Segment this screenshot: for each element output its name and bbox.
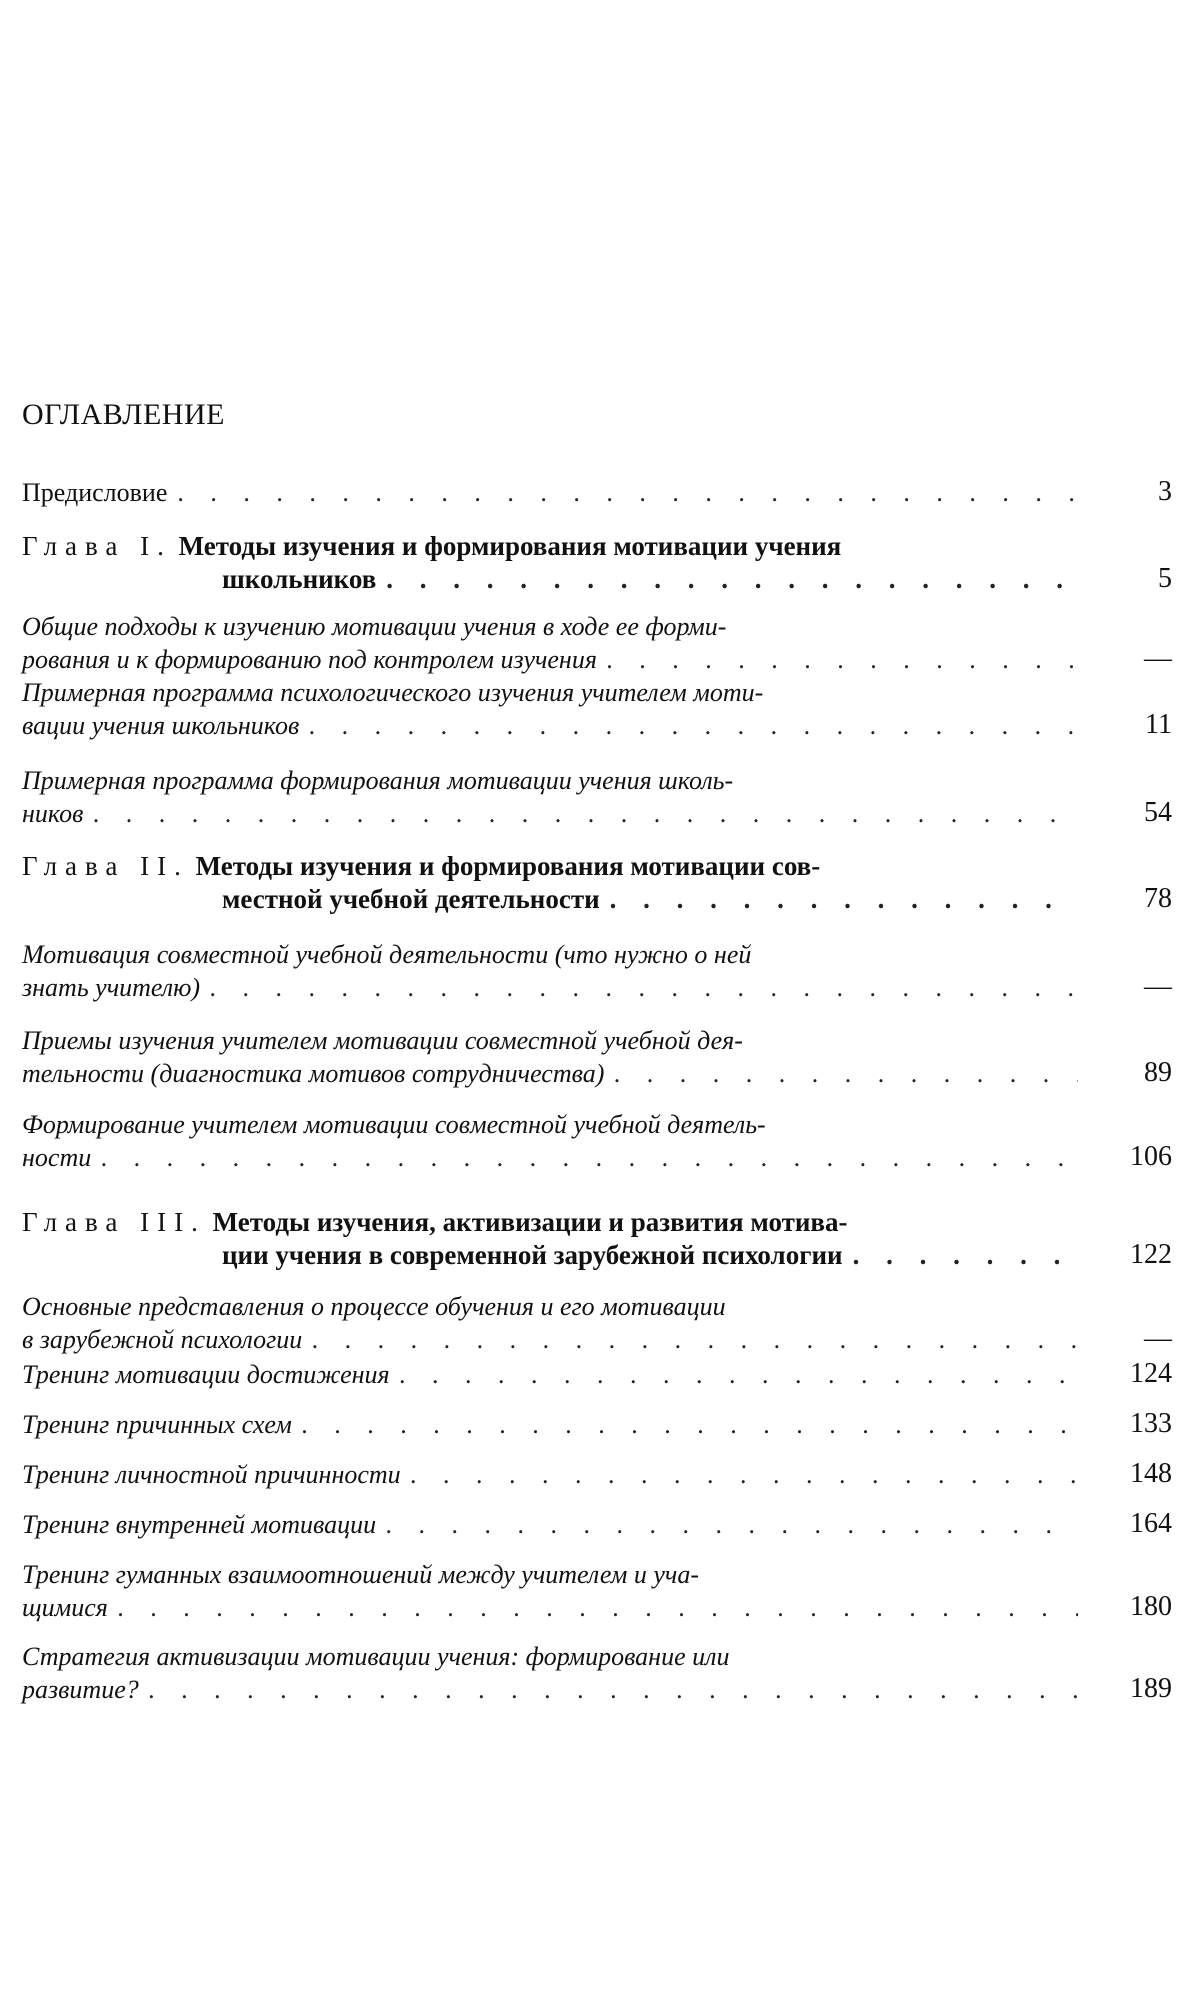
entry-title-line2: ников [22, 799, 84, 828]
entry-title-line1: Общие подходы к изучению мотивации учения в ходе ее форми- [22, 612, 727, 641]
page-number: 89 [1144, 1057, 1172, 1088]
dot-leader [93, 797, 1078, 830]
toc-entry-section[interactable] [22, 1640, 1172, 1706]
dot-leader [210, 971, 1078, 1004]
page-number: 122 [1130, 1239, 1172, 1270]
toc-entry-section[interactable] [22, 1108, 1172, 1174]
page-number: — [1144, 971, 1172, 1002]
dot-leader [607, 643, 1078, 676]
entry-title: Предисловие [22, 478, 168, 507]
toc-entry-chapter-2[interactable] [22, 850, 1172, 916]
entry-title-line1: Стратегия активизации мотивации учения: формирование или [22, 1642, 730, 1671]
toc-title: ОГЛАВЛЕНИЕ [22, 398, 225, 431]
entry-title-line1: Примерная программа формирования мотивации учения школь- [22, 766, 734, 795]
chapter-label: Глава I. [22, 531, 172, 561]
entry-title-line2: тельности (диагностика мотивов сотрудничества) [22, 1059, 605, 1088]
toc-entry-section[interactable] [22, 1458, 1172, 1491]
dot-leader [302, 1408, 1078, 1441]
page-number: 5 [1158, 563, 1172, 594]
page-number: — [1144, 1323, 1172, 1354]
toc-entry-section[interactable] [22, 1290, 1172, 1356]
toc-entry-chapter-1[interactable] [22, 530, 1172, 596]
page-number: 133 [1130, 1408, 1172, 1439]
chapter-label: Глава II. [22, 851, 189, 881]
chapter-title-line2: школьников [222, 564, 377, 594]
toc-entry-chapter-3[interactable] [22, 1206, 1172, 1272]
dot-leader [149, 1673, 1078, 1706]
page-number: 180 [1130, 1591, 1172, 1622]
page-number: 11 [1145, 709, 1172, 740]
entry-title: Тренинг мотивации достижения [22, 1360, 390, 1389]
entry-title-line2: знать учителю) [22, 973, 201, 1002]
dot-leader [610, 883, 1078, 916]
toc-entry-section[interactable] [22, 1408, 1172, 1441]
entry-title: Тренинг причинных схем [22, 1410, 292, 1439]
chapter-title-line1: Методы изучения и формирования мотивации сов- [195, 851, 821, 881]
page-number: 189 [1130, 1673, 1172, 1704]
entry-title: Тренинг внутренней мотивации [22, 1510, 377, 1539]
toc-entry-section[interactable] [22, 764, 1172, 830]
dot-leader [118, 1591, 1078, 1624]
page-number: 124 [1130, 1358, 1172, 1389]
entry-title-line1: Приемы изучения учителем мотивации совместной учебной дея- [22, 1026, 743, 1055]
entry-title-line1: Примерная программа психологического изучения учителем моти- [22, 678, 764, 707]
dot-leader [101, 1141, 1078, 1174]
dot-leader [177, 476, 1078, 509]
dot-leader [386, 1508, 1078, 1541]
chapter-title-line2: ции учения в современной зарубежной психологии [222, 1240, 843, 1270]
dot-leader [309, 709, 1078, 742]
toc-entry-section[interactable] [22, 938, 1172, 1004]
toc-entry-section[interactable] [22, 1508, 1172, 1541]
dot-leader [400, 1358, 1078, 1391]
toc-entry-preface[interactable] [22, 476, 1172, 509]
dot-leader [853, 1239, 1078, 1272]
entry-title-line1: Тренинг гуманных взаимоотношений между учителем и уча- [22, 1560, 699, 1589]
entry-title-line2: щимися [22, 1593, 108, 1622]
toc-entry-section[interactable] [22, 610, 1172, 676]
page-number: 78 [1144, 883, 1172, 914]
entry-title-line1: Основные представления о процессе обучения и его мотивации [22, 1292, 726, 1321]
dot-leader [312, 1323, 1078, 1356]
entry-title-line2: ности [22, 1143, 92, 1172]
page-number: 106 [1130, 1141, 1172, 1172]
toc-entry-section[interactable] [22, 676, 1172, 742]
entry-title: Тренинг личностной причинности [22, 1460, 401, 1489]
entry-title-line2: развитие? [22, 1675, 139, 1704]
entry-title-line1: Формирование учителем мотивации совместной учебной деятель- [22, 1110, 766, 1139]
page-number: 3 [1158, 476, 1172, 507]
dot-leader [411, 1458, 1078, 1491]
page-number: 54 [1144, 797, 1172, 828]
toc-entry-section[interactable] [22, 1024, 1172, 1090]
entry-title-line2: вации учения школьников [22, 711, 300, 740]
chapter-label: Глава III. [22, 1207, 206, 1237]
page-number: — [1144, 643, 1172, 674]
chapter-title-line1: Методы изучения, активизации и развития мотива- [212, 1207, 848, 1237]
chapter-title-line2: местной учебной деятельности [222, 884, 600, 914]
entry-title-line2: рования и к формированию под контролем изучения [22, 645, 597, 674]
toc-entry-section[interactable] [22, 1558, 1172, 1624]
page-number: 164 [1130, 1508, 1172, 1539]
dot-leader [614, 1057, 1078, 1090]
dot-leader [386, 563, 1078, 596]
entry-title-line2: в зарубежной психологии [22, 1325, 303, 1354]
toc-entry-section[interactable] [22, 1358, 1172, 1391]
entry-title-line1: Мотивация совместной учебной деятельности (что нужно о ней [22, 940, 752, 969]
page-number: 148 [1130, 1458, 1172, 1489]
chapter-title-line1: Методы изучения и формирования мотивации учения [178, 531, 842, 561]
